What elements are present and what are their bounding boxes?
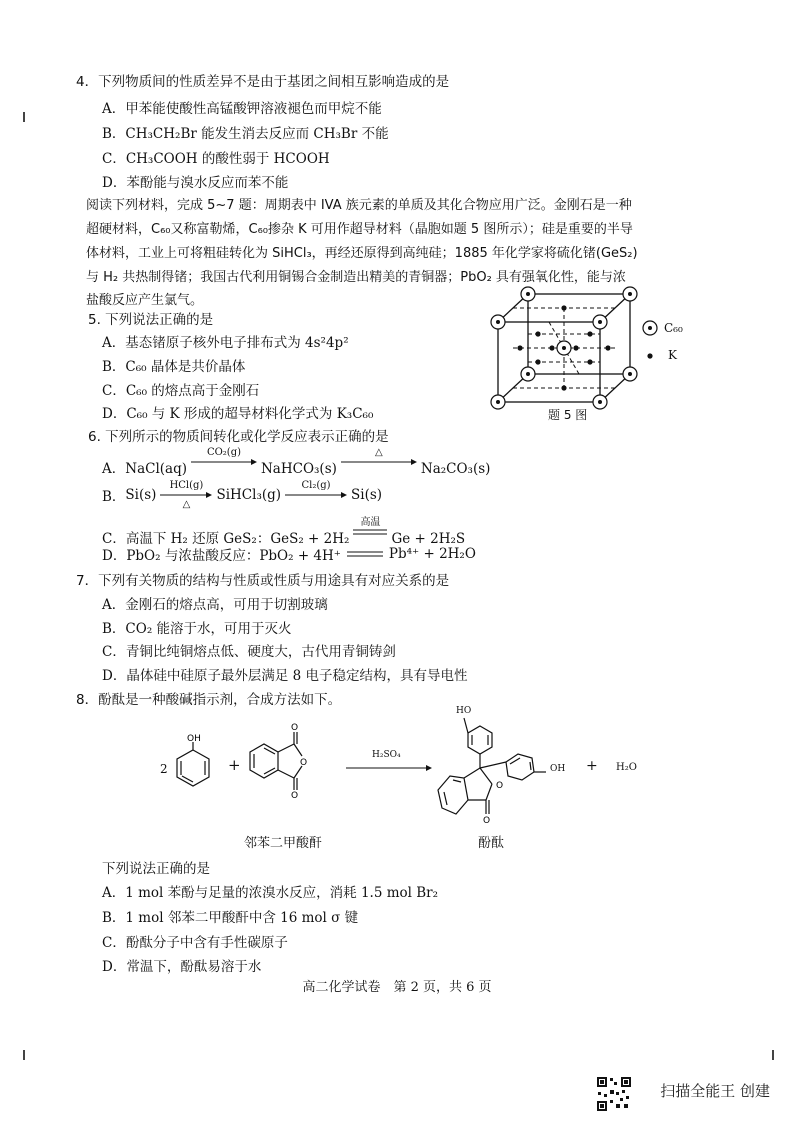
reagent-label: H₂SO₄ xyxy=(372,750,401,760)
q6c-text: C．高温下 H₂ 还原 GeS₂：GeS₂ + 2H₂ xyxy=(102,531,350,547)
svg-text:OH: OH xyxy=(187,734,201,744)
q5-option-d: D．C₆₀ 与 K 形成的超导材料化学式为 K₃C₆₀ xyxy=(102,406,374,422)
q6-option-b xyxy=(102,480,382,510)
figure-caption: 题 5 图 xyxy=(548,408,588,422)
compound-name-anhydride: 邻苯二甲酸酐 xyxy=(244,836,323,851)
margin-mark xyxy=(23,1050,25,1060)
q7-option-b: B．CO₂ 能溶于水，可用于灭火 xyxy=(102,621,292,637)
q7-option-a: A．金刚石的熔点高，可用于切割玻璃 xyxy=(102,597,328,613)
q7-option-d: D．晶体硅中硅原子最外层满足 8 电子稳定结构，具有导电性 xyxy=(102,668,468,684)
svg-text:O: O xyxy=(291,791,299,798)
reading-line-4: 与 H₂ 共热制得锗；我国古代利用铜锡合金制造出精美的青铜器；PbO₂ 具有强氧化性，能与浓 xyxy=(86,270,626,285)
q6b-reactant: Si(s) xyxy=(125,487,157,503)
carbonyl-o-atom: O xyxy=(483,816,491,826)
q8-stem: 8．酚酞是一种酸碱指示剂，合成方法如下。 xyxy=(76,692,342,708)
arrow-icon xyxy=(160,491,212,499)
page-footer: 高二化学试卷 第 2 页，共 6 页 xyxy=(302,980,492,995)
q4-option-c: C．CH₃COOH 的酸性弱于 HCOOH xyxy=(102,151,330,167)
q6-option-c xyxy=(102,517,465,547)
margin-mark xyxy=(772,1050,774,1060)
q8-sub-stem: 下列说法正确的是 xyxy=(102,861,210,877)
water-label: H₂O xyxy=(616,762,637,773)
plus-sign: + xyxy=(586,758,598,774)
q6a-label: A． xyxy=(102,461,126,477)
q6b-condition-2: Cl₂(g) xyxy=(301,480,331,491)
reading-line-3: 体材料，工业上可将粗硅转化为 SiHCl₃，再经还原得到高纯硅；1885 年化学家将硫化锗(GeS₂) xyxy=(86,246,638,261)
q8-option-a: A．1 mol 苯酚与足量的浓溴水反应，消耗 1.5 mol Br₂ xyxy=(102,885,439,901)
q6d-product: Pb⁴⁺ + 2H₂O xyxy=(388,546,476,562)
q8-option-b: B．1 mol 邻苯二甲酸酐中含 16 mol σ 键 xyxy=(102,910,359,926)
q6b-condition-heat: △ xyxy=(182,499,191,510)
q4-option-a: A．甲苯能使酸性高锰酸钾溶液褪色而甲烷不能 xyxy=(102,101,382,117)
svg-text:O: O xyxy=(300,758,308,768)
q6b-label: B． xyxy=(102,489,126,505)
legend-c60-label: C₆₀ xyxy=(664,321,683,335)
q6a-reactant: NaCl(aq) xyxy=(125,461,187,477)
arrow-icon xyxy=(346,764,432,772)
plus-sign: + xyxy=(228,756,241,774)
qr-code-icon xyxy=(596,1076,632,1112)
q6b-condition-1: HCl(g) xyxy=(169,480,204,491)
margin-mark xyxy=(23,112,25,122)
q6b-product: Si(s) xyxy=(351,487,383,503)
q5-option-b: B．C₆₀ 晶体是共价晶体 xyxy=(102,359,246,375)
q6-option-a xyxy=(102,447,490,477)
q7-stem: 7．下列有关物质的结构与性质或性质与用途具有对应关系的是 xyxy=(76,573,450,589)
compound-name-phenolphthalein: 酚酞 xyxy=(478,836,505,851)
scanner-watermark: 扫描全能王 创建 xyxy=(660,1082,770,1100)
coefficient: 2 xyxy=(160,762,168,776)
q7-option-c: C．青铜比纯铜熔点低、硬度大，古代用青铜铸剑 xyxy=(102,644,396,660)
reading-line-2: 超硬材料，C₆₀又称富勒烯，C₆₀掺杂 K 可用作超导材料（晶胞如题 5 图所示）；硅是重要的半导 xyxy=(86,222,633,237)
arrow-icon xyxy=(191,458,257,466)
arrow-icon xyxy=(341,458,417,466)
ring-o-atom: O xyxy=(496,781,504,791)
arrow-icon xyxy=(285,491,347,499)
q6a-condition-1: CO₂(g) xyxy=(206,447,242,458)
reading-line-5: 盐酸反应产生氯气。 xyxy=(86,293,204,308)
q5-option-c: C．C₆₀ 的熔点高于金刚石 xyxy=(102,383,260,399)
legend-k-label: K xyxy=(668,348,677,362)
q6-option-d xyxy=(102,544,476,564)
svg-text:O: O xyxy=(291,723,299,733)
q6a-intermediate: NaHCO₃(s) xyxy=(260,461,337,477)
q4-stem: 4．下列物质间的性质差异不是由于基团之间相互影响造成的是 xyxy=(76,74,450,90)
phthalic-anhydride-structure xyxy=(242,718,322,798)
q6c-product: Ge + 2H₂S xyxy=(391,531,466,547)
equals-sign-icon xyxy=(353,528,387,536)
q6-stem: 6. 下列所示的物质间转化或化学反应表示正确的是 xyxy=(88,429,389,445)
q6b-intermediate: SiHCl₃(g) xyxy=(216,487,282,503)
phenol-structure xyxy=(170,732,216,796)
q8-option-d: D．常温下，酚酞易溶于水 xyxy=(102,959,262,975)
q6a-product: Na₂CO₃(s) xyxy=(420,461,491,477)
q5-stem: 5. 下列说法正确的是 xyxy=(88,312,214,328)
q6a-condition-2: △ xyxy=(375,447,383,458)
oh-label: OH xyxy=(550,764,566,774)
q4-option-d: D．苯酚能与溴水反应而苯不能 xyxy=(102,175,289,191)
ho-label: HO xyxy=(456,706,472,716)
reading-line-1: 阅读下列材料，完成 5~7 题：周期表中 IVA 族元素的单质及其化合物应用广泛。金刚石是一种 xyxy=(86,198,632,213)
q4-option-b: B．CH₃CH₂Br 能发生消去反应而 CH₃Br 不能 xyxy=(102,126,389,142)
equals-sign-icon xyxy=(345,549,385,559)
q5-option-a: A．基态锗原子核外电子排布式为 4s²4p² xyxy=(102,335,349,351)
q8-option-c: C．酚酞分子中含有手性碳原子 xyxy=(102,935,288,951)
q6c-condition: 高温 xyxy=(360,517,381,528)
q6d-text: D．PbO₂ 与浓盐酸反应：PbO₂ + 4H⁺ xyxy=(102,548,341,564)
